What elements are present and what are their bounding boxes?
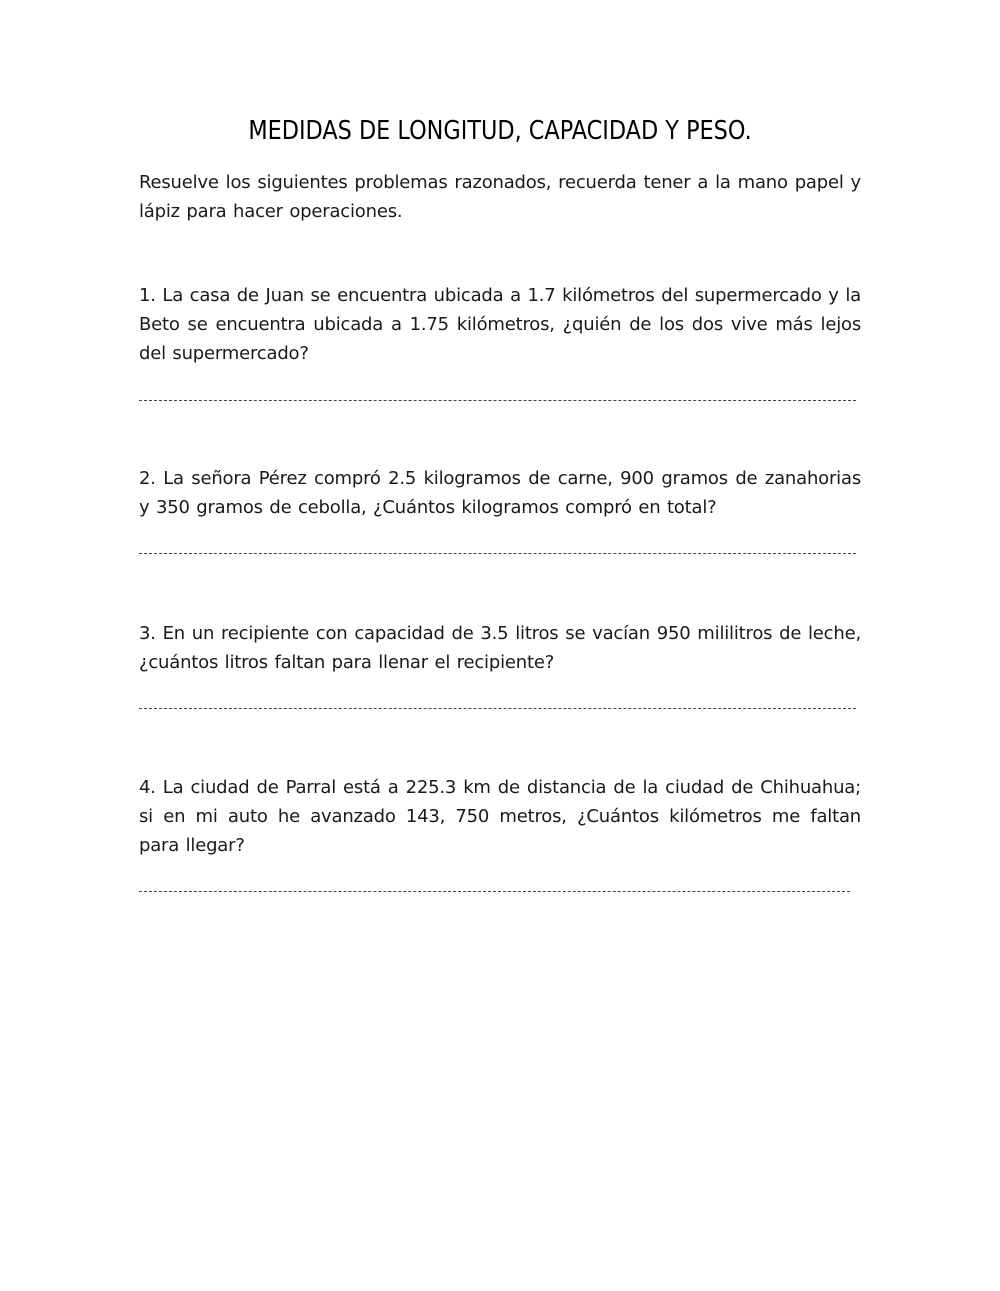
worksheet-title: MEDIDAS DE LONGITUD, CAPACIDAD Y PESO. xyxy=(248,116,752,146)
answer-line-3[interactable] xyxy=(139,708,856,709)
answer-line-2[interactable] xyxy=(139,553,856,554)
question-4: 4. La ciudad de Parral está a 225.3 km de distancia de la ciudad de Chihuahua; si en mi auto he avanzado 143, 750 metros, ¿Cuántos kilómetros me faltan para llegar? xyxy=(139,777,861,856)
instructions-text: Resuelve los siguientes problemas razonados, recuerda tener a la mano papel y lápiz para hacer operaciones. xyxy=(139,172,861,222)
question-1: 1. La casa de Juan se encuentra ubicada a 1.7 kilómetros del supermercado y la Beto se encuentra ubicada a 1.75 kilómetros, ¿quién de los dos vive más lejos del supermercado? xyxy=(139,285,861,364)
answer-line-4[interactable] xyxy=(139,891,850,892)
question-3: 3. En un recipiente con capacidad de 3.5 litros se vacían 950 mililitros de leche, ¿cuántos litros faltan para llenar el recipiente? xyxy=(139,623,861,673)
question-2: 2. La señora Pérez compró 2.5 kilogramos de carne, 900 gramos de zanahorias y 350 gramos de cebolla, ¿Cuántos kilogramos compró en total? xyxy=(139,468,861,518)
answer-line-1[interactable] xyxy=(139,400,856,401)
